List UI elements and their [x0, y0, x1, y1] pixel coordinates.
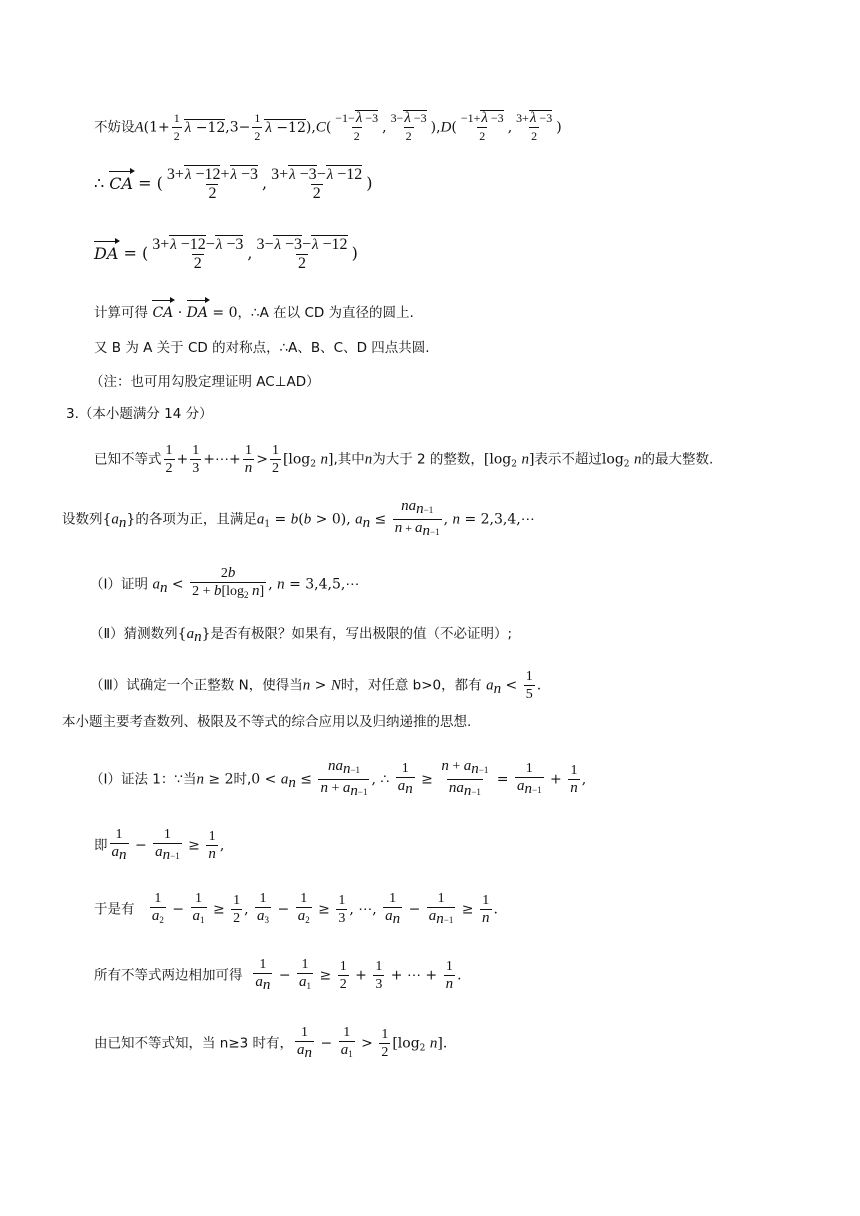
- therefore-symbol: ∴: [94, 173, 105, 193]
- line-sequence-def: 设数列$\{a_n\}$的各项为正，且满足$a_1 = b(b > 0)$, $a_n$ ≤ $\frac{na_{n-1}}{n + a_{n-1}}$ , n = 2,3,4,⋯: [62, 498, 535, 539]
- proof-line-2: 即 $\frac{1}{a_n}$ − $\frac{1}{a_{n-1}}$ ≥ $\frac{1}{n}$ ,: [94, 827, 225, 863]
- part-2-statement: （Ⅱ）猜测数列$\{a_n\}$是否有极限？如果有，写出极限的值（不必证明）;: [90, 626, 513, 645]
- line-vector-da: DA = ( $\frac{3+\lambda -12-\lambda -3}{2}$ , $\frac{3-\lambda -3-\lambda -12}{2}$ ): [94, 236, 358, 272]
- part-1-statement: （Ⅰ）证明 $a_n$ < $\frac{2b}{2 + b[\log_2 n]}$ , n = 3,4,5,⋯: [90, 565, 359, 604]
- question-3-header: 3.（本小题满分 14 分）: [66, 406, 213, 422]
- part-3-statement: （Ⅲ）试确定一个正整数 N，使得当n > N时，对任意 b>0，都有 $a_n$ < $\frac{1}{5}$ .: [90, 669, 542, 702]
- line-concyclic: 又 B 为 A 关于 CD 的对称点，∴A、B、C、D 四点共圆.: [94, 340, 430, 356]
- summary-text: 本小题主要考查数列、极限及不等式的综合应用以及归纳递推的思想.: [62, 714, 472, 730]
- proof-line-5: 由已知不等式知，当 n≥3 时有， $\frac{1}{a_n}$ − $\frac{1}{a_1}$ > $\frac{1}{2}$ [$\log_2$ n].: [94, 1025, 448, 1061]
- line-dot-product: 计算可得 CA · DA = 0，∴A 在以 CD 为直径的圆上.: [94, 305, 414, 321]
- proof-line-1: （Ⅰ）证法 1：∵当n ≥ 2时$,0 < a_n$ ≤ $\frac{na_{n-1}}{n + a_{n-1}}$ , ∴ $\frac{1}{a_n}$ ≥ $\frac{n + a_{n-1}}{na_{n-1}}$ = $\frac{1}{a_{n-1}}$ + $\frac{1}{n}$ ,: [90, 758, 587, 799]
- line-known-inequality: 已知不等式 $\frac{1}{2}$ + $\frac{1}{3}$ +⋯+ $\frac{1}{n}$ > $\frac{1}{2}$ [$\log_2$ n],其中n为大于 2 的整数，[$\log_2$ n]表示不超过$\log_2 n$的最大整数.: [94, 443, 714, 476]
- proof-line-4: 所有不等式两边相加可得 $\frac{1}{a_n}$ − $\frac{1}{a_1}$ ≥ $\frac{1}{2}$ + $\frac{1}{3}$ + ⋯ + $\frac{1}{n}$ .: [94, 957, 462, 993]
- line-vector-ca: ∴ CA = ( $\frac{3+\lambda -12+\lambda -3}{2}$ , $\frac{3+\lambda -3-\lambda -12}{2}$ ): [94, 166, 373, 202]
- text-assume: 不妨设: [94, 119, 135, 136]
- proof-line-3: 于是有 $\frac{1}{a_2}$ − $\frac{1}{a_1}$ ≥ $\frac{1}{2}$ , $\frac{1}{a_3}$ − $\frac{1}{a_2}$ ≥ $\frac{1}{3}$ , ⋯, $\frac{1}{a_n}$ − $\frac{1}{a_{n-1}}$ ≥ $\frac{1}{n}$ .: [94, 891, 498, 927]
- line-note: （注：也可用勾股定理证明 AC⊥AD）: [90, 374, 320, 390]
- line-assume-points: 不妨设A(1+ $\frac{1}{2}$ λ −12,3− $\frac{1}{2}$ λ −12),C( $\frac{-1-\lambda -3}{2}$ , $\frac{3-\lambda -3}{2}$ ),D( $\frac{-1+\lambda -3}{2}$ , $\frac{3+\lambda -3}{2}$ ): [94, 110, 562, 143]
